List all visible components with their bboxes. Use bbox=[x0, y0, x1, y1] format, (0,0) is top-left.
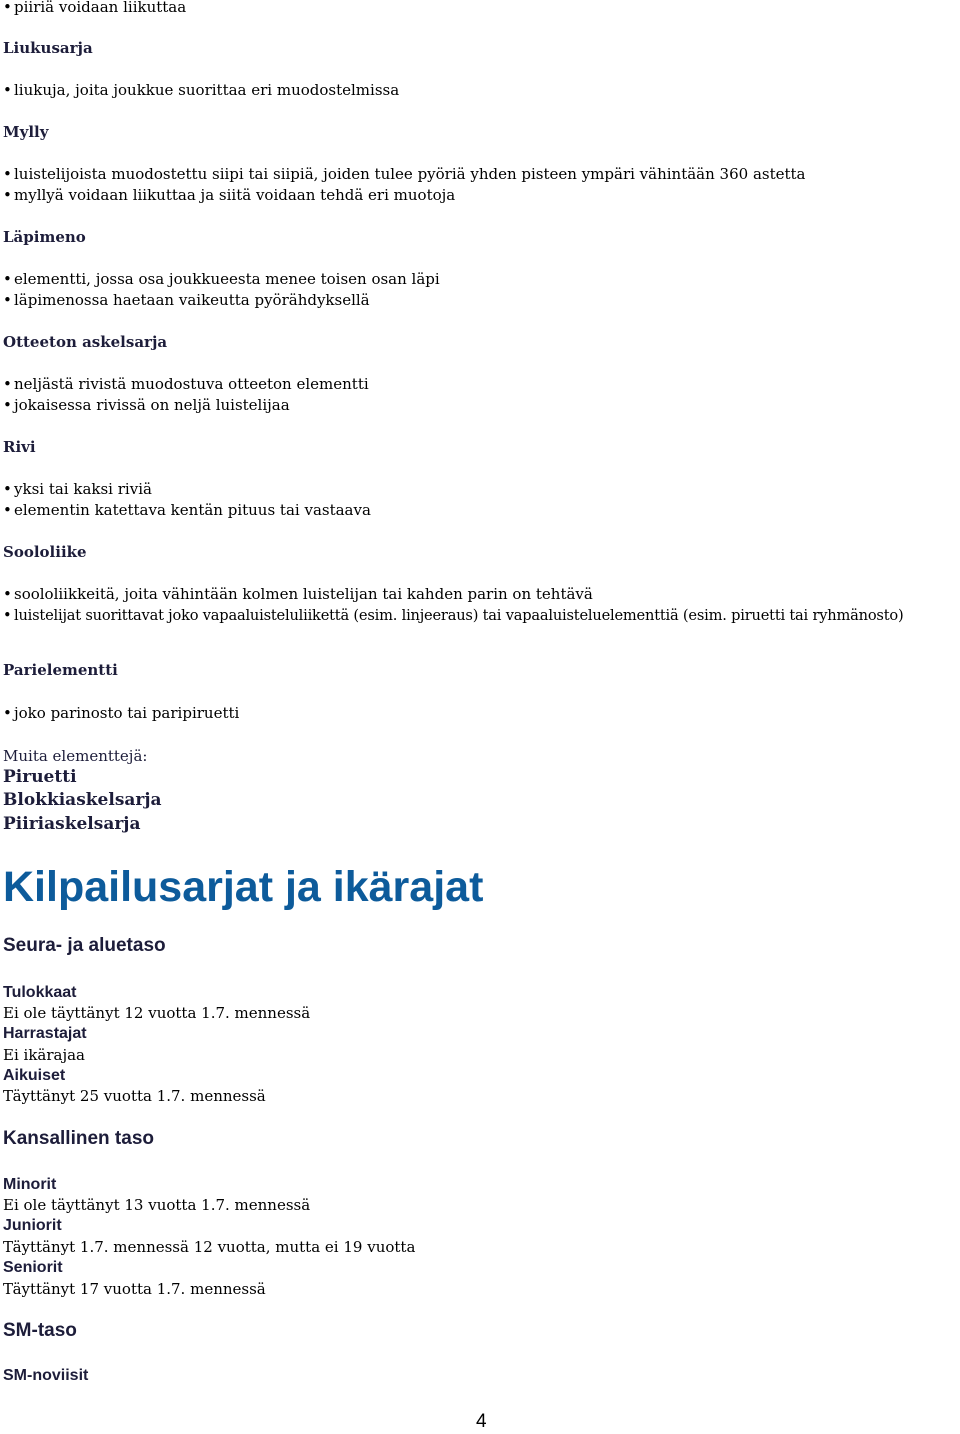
page-number: 4 bbox=[476, 1411, 487, 1432]
level-title: Kansallinen taso bbox=[3, 1128, 154, 1149]
group-rule: Täyttänyt 17 vuotta 1.7. mennessä bbox=[3, 1280, 266, 1298]
section-title-soololiike: Soololiike bbox=[3, 543, 87, 561]
list-item: • luistelijat suorittavat joko vapaaluisteluliikettä (esim. linjeeraus) tai vapaaluisteluelementtiä (esim. piruetti tai ryhmänosto) bbox=[3, 607, 904, 624]
section-title-otteeton-askelsarja: Otteeton askelsarja bbox=[3, 333, 168, 351]
list-item: • läpimenossa haetaan vaikeutta pyörähdyksellä bbox=[3, 291, 370, 309]
list-item: • liukuja, joita joukkue suorittaa eri muodostelmissa bbox=[3, 81, 400, 99]
level-title: SM-taso bbox=[3, 1320, 77, 1341]
list-item: • elementti, jossa osa joukkueesta menee toisen osan läpi bbox=[3, 270, 440, 288]
group-name: Harrastajat bbox=[3, 1025, 87, 1042]
group-rule: Ei ole täyttänyt 13 vuotta 1.7. mennessä bbox=[3, 1196, 311, 1214]
level-title: Seura- ja aluetaso bbox=[3, 935, 166, 956]
other-element-item: Piruetti bbox=[3, 767, 77, 787]
list-item: • myllyä voidaan liikuttaa ja siitä voidaan tehdä eri muotoja bbox=[3, 186, 456, 204]
section-title-rivi: Rivi bbox=[3, 438, 36, 456]
group-rule: Täyttänyt 1.7. mennessä 12 vuotta, mutta ei 19 vuotta bbox=[3, 1238, 416, 1256]
group-name: Aikuiset bbox=[3, 1067, 66, 1084]
section-title-parielementti: Parielementti bbox=[3, 661, 118, 679]
other-element-item: Blokkiaskelsarja bbox=[3, 790, 162, 810]
group-name: SM-noviisit bbox=[3, 1367, 89, 1384]
list-item: • soololiikkeitä, joita vähintään kolmen luistelijan tai kahden parin on tehtävä bbox=[3, 585, 593, 603]
list-item: • luistelijoista muodostettu siipi tai siipiä, joiden tulee pyöriä yhden pisteen ympäri vähintään 360 astetta bbox=[3, 165, 806, 183]
list-item: • elementin katettava kentän pituus tai vastaava bbox=[3, 501, 371, 519]
list-item: • joko parinosto tai paripiruetti bbox=[3, 704, 240, 722]
group-name: Tulokkaat bbox=[3, 984, 77, 1001]
list-item: • yksi tai kaksi riviä bbox=[3, 480, 152, 498]
section-title-liukusarja: Liukusarja bbox=[3, 39, 93, 57]
group-rule: Täyttänyt 25 vuotta 1.7. mennessä bbox=[3, 1087, 266, 1105]
group-rule: Ei ole täyttänyt 12 vuotta 1.7. mennessä bbox=[3, 1004, 311, 1022]
other-element-item: Piiriaskelsarja bbox=[3, 814, 141, 834]
group-name: Seniorit bbox=[3, 1259, 63, 1276]
group-rule: Ei ikärajaa bbox=[3, 1046, 85, 1064]
list-item: • piiriä voidaan liikuttaa bbox=[3, 0, 187, 16]
list-item: • jokaisessa rivissä on neljä luistelijaa bbox=[3, 396, 290, 414]
section-title-lapimeno: Läpimeno bbox=[3, 228, 86, 246]
section-title-mylly: Mylly bbox=[3, 123, 49, 141]
group-name: Juniorit bbox=[3, 1217, 62, 1234]
group-name: Minorit bbox=[3, 1176, 57, 1193]
page-heading: Kilpailusarjat ja ikärajat bbox=[3, 863, 484, 911]
list-item: • neljästä rivistä muodostuva otteeton elementti bbox=[3, 375, 369, 393]
other-elements-label: Muita elementtejä: bbox=[3, 747, 148, 765]
